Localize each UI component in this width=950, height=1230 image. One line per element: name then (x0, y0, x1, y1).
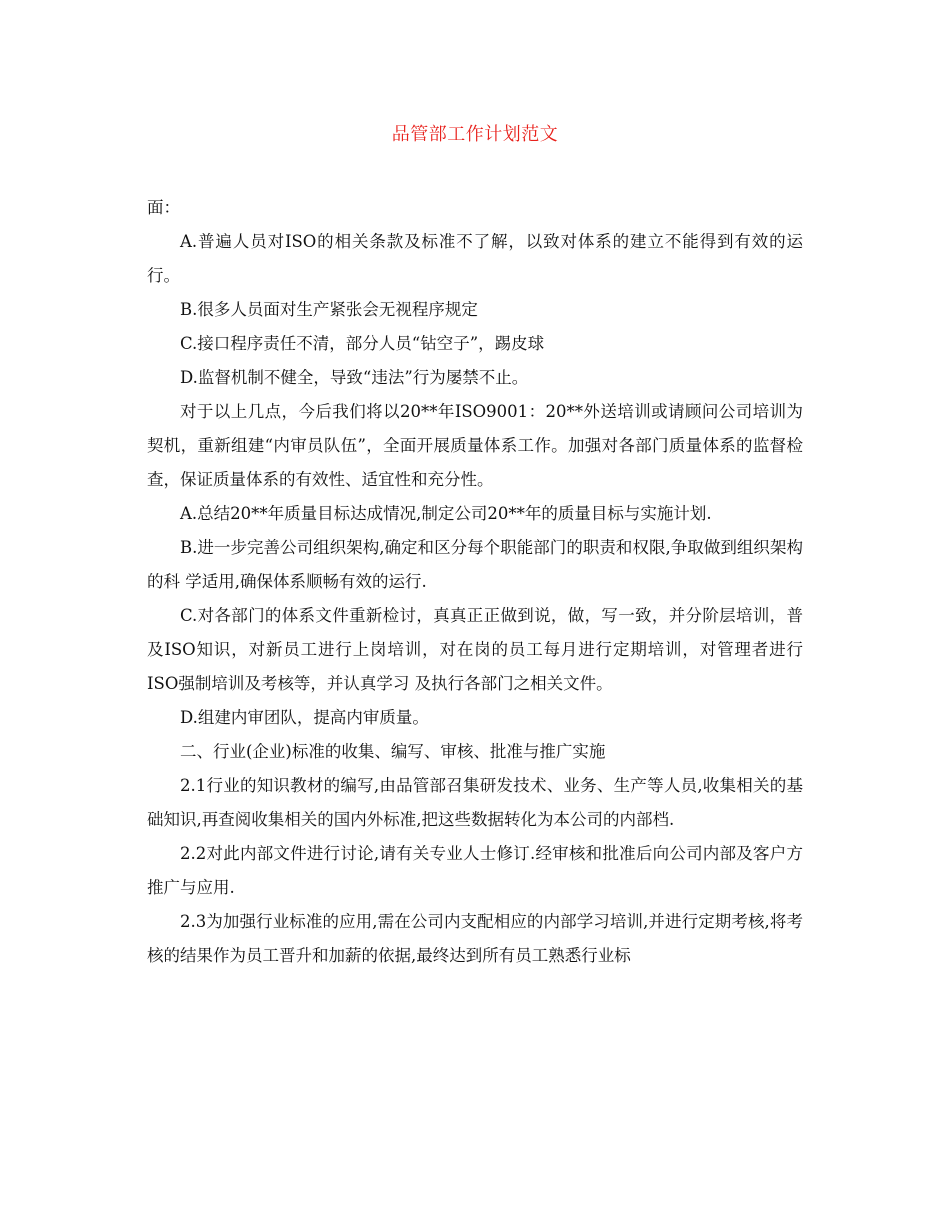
paragraph: C.对各部门的体系文件重新检讨，真真正正做到说，做，写一致，并分阶层培训，普及ISO知识，对新员工进行上岗培训，对在岗的员工每月进行定期培训，对管理者进行ISO强制培训及考核等，并认真学习 及执行各部门之相关文件。 (147, 606, 803, 693)
paragraph: C.接口程序责任不清，部分人员“钻空子”，踢皮球 (180, 334, 545, 353)
paragraph: B.很多人员面对生产紧张会无视程序规定 (180, 300, 478, 319)
paragraph: D.组建内审团队，提高内审质量。 (180, 708, 429, 727)
paragraph: 2.2对此内部文件进行讨论,请有关专业人士修订.经审核和批准后向公司内部及客户方推广与应用. (147, 844, 803, 897)
paragraph: 2.1行业的知识教材的编写,由品管部召集研发技术、业务、生产等人员,收集相关的基础知识,再查阅收集相关的国内外标准,把这些数据转化为本公司的内部档. (147, 776, 803, 829)
paragraph: B.进一步完善公司组织架构,确定和区分每个职能部门的职责和权限,争取做到组织架构的科 学适用,确保体系顺畅有效的运行. (147, 538, 803, 591)
paragraph: 2.3为加强行业标准的应用,需在公司内支配相应的内部学习培训,并进行定期考核,将考核的结果作为员工晋升和加薪的依据,最终达到所有员工熟悉行业标 (147, 912, 803, 965)
document-title: 品管部工作计划范文 (391, 124, 559, 145)
paragraph: 面： (147, 198, 180, 217)
paragraph: A.总结20**年质量目标达成情况,制定公司20**年的质量目标与实施计划. (180, 504, 712, 523)
document-body (147, 191, 803, 973)
paragraph: 对于以上几点，今后我们将以20**年ISO9001：20**外送培训或请顾问公司培训为契机，重新组建“内审员队伍”，全面开展质量体系工作。加强对各部门质量体系的监督检查，保证质量体系的有效性、适宜性和充分性。 (147, 402, 803, 489)
paragraph: D.监督机制不健全，导致“违法”行为屡禁不止。 (180, 368, 529, 387)
paragraph: A.普遍人员对ISO的相关条款及标准不了解，以致对体系的建立不能得到有效的运行。 (147, 232, 803, 285)
section-heading: 二、行业(企业)标准的收集、编写、审核、批准与推广实施 (180, 742, 606, 761)
